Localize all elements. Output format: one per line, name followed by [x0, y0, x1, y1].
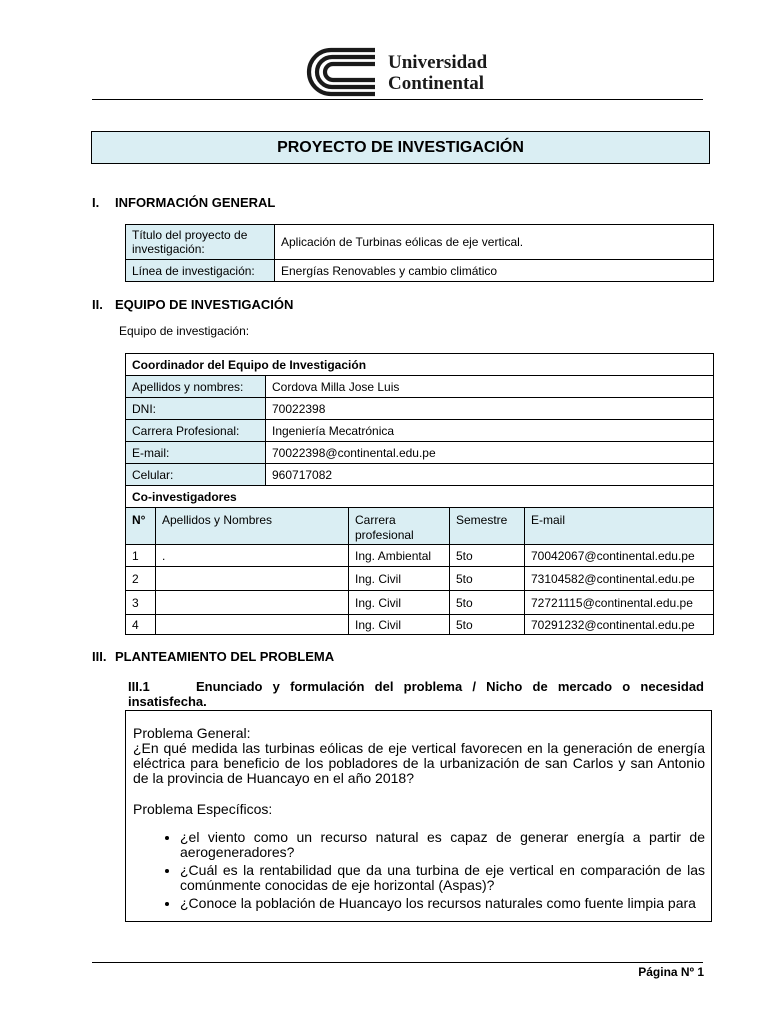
cell-semester: 5to	[450, 615, 525, 635]
table-row	[126, 591, 714, 615]
value-cell: Aplicación de Turbinas eólicas de eje vertical.	[275, 225, 714, 260]
table-row	[126, 486, 714, 508]
footer-divider	[92, 962, 703, 963]
table-row	[126, 354, 714, 376]
label-cell: DNI:	[126, 398, 266, 420]
value-cell: 70022398@continental.edu.pe	[266, 442, 714, 464]
cell-semester: 5to	[450, 545, 525, 567]
cell-email: 73104582@continental.edu.pe	[525, 567, 714, 591]
value-cell: Cordova Milla Jose Luis	[266, 376, 714, 398]
specific-problems-list	[133, 830, 705, 911]
label-cell: Apellidos y nombres:	[126, 376, 266, 398]
page-number: Página Nº 1	[638, 965, 704, 979]
problem-statement-box	[125, 710, 712, 922]
subsection-heading: III.1 Enunciado y formulación del problema / Nicho de mercado o necesidad insatisfecha.	[128, 679, 704, 709]
cell-career: Ing. Civil	[349, 591, 450, 615]
col-header-career: Carrera profesional	[349, 508, 450, 545]
cell-email: 70042067@continental.edu.pe	[525, 545, 714, 567]
label-cell: E-mail:	[126, 442, 266, 464]
section-heading-general: I. INFORMACIÓN GENERAL	[92, 195, 276, 210]
cell-number: 4	[126, 615, 156, 635]
value-cell: Ingeniería Mecatrónica	[266, 420, 714, 442]
general-problem-text: ¿En qué medida las turbinas eólicas de eje vertical favorecen en la generación de energía eléctrica para beneficio de los pobladores de la urbanización de san Carlos y san Antonio de la provincia de Huancayo en el año 2018?	[133, 740, 705, 786]
list-item: • ¿el viento como un recurso natural es capaz de generar energía a partir de aerogeneradores?	[180, 830, 705, 860]
section-heading-problem: III. PLANTEAMIENTO DEL PROBLEMA	[92, 649, 335, 664]
general-info-table	[125, 224, 714, 282]
value-cell: Energías Renovables y cambio climático	[275, 260, 714, 282]
logo-wordmark: Universidad Continental	[388, 52, 488, 94]
general-problem-label: Problema General:	[133, 725, 251, 741]
cell-career: Ing. Civil	[349, 615, 450, 635]
table-header-row	[126, 508, 714, 545]
label-cell: Carrera Profesional:	[126, 420, 266, 442]
cell-email: 70291232@continental.edu.pe	[525, 615, 714, 635]
specific-problems-label: Problema Específicos:	[133, 801, 273, 817]
col-header-number: N°	[126, 508, 156, 545]
cell-number: 2	[126, 567, 156, 591]
col-header-name: Apellidos y Nombres	[156, 508, 349, 545]
logo-mark-icon	[305, 46, 383, 98]
table-row	[126, 545, 714, 567]
cell-name: .	[156, 545, 349, 567]
co-investigators-heading: Co-investigadores	[126, 486, 714, 508]
section-heading-team: II. EQUIPO DE INVESTIGACIÓN	[92, 297, 294, 312]
label-cell: Línea de investigación:	[126, 260, 275, 282]
cell-career: Ing. Ambiental	[349, 545, 450, 567]
table-row	[126, 225, 714, 260]
table-row	[126, 464, 714, 486]
document-title: PROYECTO DE INVESTIGACIÓN	[91, 131, 710, 164]
table-row	[126, 442, 714, 464]
col-header-email: E-mail	[525, 508, 714, 545]
cell-name	[156, 591, 349, 615]
table-row	[126, 567, 714, 591]
cell-email: 72721115@continental.edu.pe	[525, 591, 714, 615]
table-row	[126, 260, 714, 282]
cell-number: 1	[126, 545, 156, 567]
list-item: • ¿Conoce la población de Huancayo los recursos naturales como fuente limpia para	[180, 896, 705, 911]
list-item: • ¿Cuál es la rentabilidad que da una turbina de eje vertical en comparación de las comúnmente conocidas de eje horizontal (Aspas)?	[180, 863, 705, 893]
cell-name	[156, 567, 349, 591]
label-cell: Celular:	[126, 464, 266, 486]
label-cell: Título del proyecto de investigación:	[126, 225, 275, 260]
table-row	[126, 398, 714, 420]
table-row	[126, 615, 714, 635]
cell-semester: 5to	[450, 567, 525, 591]
value-cell: 960717082	[266, 464, 714, 486]
cell-career: Ing. Civil	[349, 567, 450, 591]
header-divider	[92, 99, 703, 100]
table-row	[126, 420, 714, 442]
value-cell: 70022398	[266, 398, 714, 420]
coordinator-table	[125, 353, 714, 486]
team-intro: Equipo de investigación:	[119, 324, 250, 338]
coordinator-heading: Coordinador del Equipo de Investigación	[126, 354, 714, 376]
col-header-semester: Semestre	[450, 508, 525, 545]
cell-number: 3	[126, 591, 156, 615]
cell-semester: 5to	[450, 591, 525, 615]
table-row	[126, 376, 714, 398]
cell-name	[156, 615, 349, 635]
co-investigators-table	[125, 485, 714, 635]
